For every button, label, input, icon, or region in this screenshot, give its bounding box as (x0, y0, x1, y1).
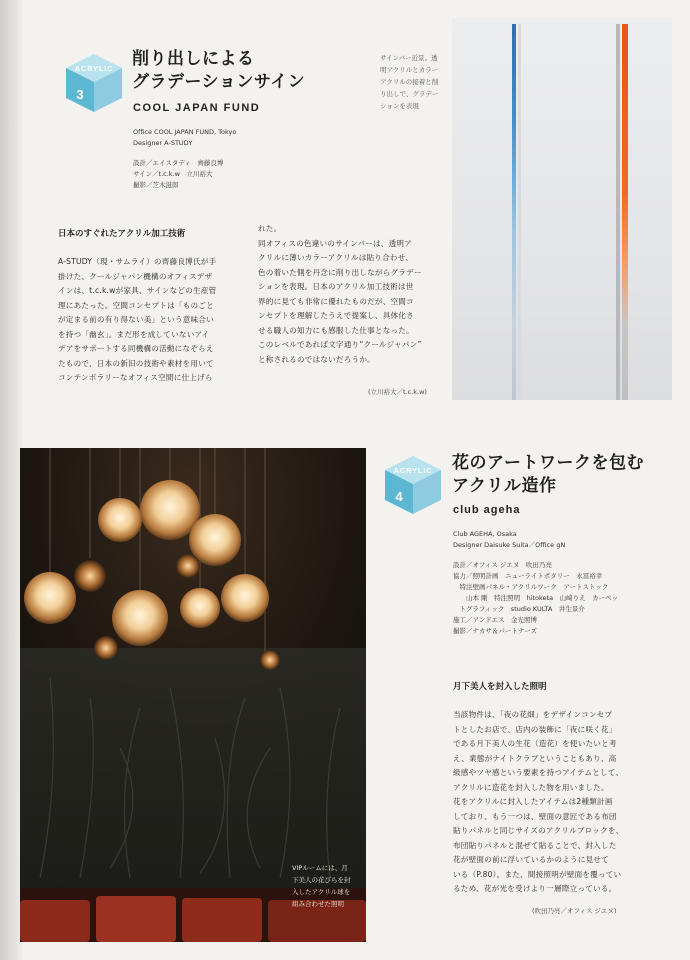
article2-body: 当該物件は、「夜の花畑」をデザインコンセプ トとしたお店で、店内の装飾に「夜に咲く花」 である月下美人の生花（造花）を使いたいと考 え、業態がナイトクラブということもあり、高 級感やツヤ感という要素を持つアイテムとして、 アクリルに造花を封入した物を用いました。 花をアクリルに封入したアイテムは2種類計画 しており、もう一つは、壁面の意匠である布団 貼りパネルと同じサイズのアクリルブロックを、 布団貼りパネルと混ぜて貼ることで、封入した 花が壁面の前に浮いているかのように見せて いる（P.80）。また、間接照明が壁面を覆ってい るため、花が光を受けより一層際立っている。 (453, 710, 624, 893)
article1-body-col1: A-STUDY（現・サムライ）の齊藤良博氏が手 掛けた、クールジャパン機構のオフィスデザ インは、t.c.k.wが家具、サインなどの生産管 理にあたった。空間コンセプトは「ものごと が定まる前の有り得ない美」という意味合い を持つ「幽玄」。まだ形を成していないアイ デアをサポートする同機構の活動になぞらえ たもので、日本の新旧の技術や素材を用いて コンテンポラリーなオフィス空間に仕上げら (58, 257, 217, 382)
article1-signature: (立川裕大／t.c.k.w) (368, 388, 427, 396)
article1-body-col2: れた。 同オフィスの色違いのサインバーは、透明ア クリルに薄いカラーアクリルは貼り合わせ、 色の着いた側を丹念に削り出しながらグラデー ションを表現。日本のアクリル加工技術は世 界的に見ても非常に優れたものだが、空間コ ンセプトを理解したうえで提案し、具体化さ せる職人の知力にも感服した仕事となった。 このレベルであれば文字通り“クールジャパン” と称されるのではないだろうか。 (258, 224, 422, 364)
article1-photo-caption: サインバー近景。透 明アクリルとカラー アクリルの接着と削 り出しで、グラデー ションを表現 (380, 54, 439, 110)
sign-bar-photo (452, 18, 672, 400)
article2-signature: (吹田乃亮／オフィス ジエヌ) (532, 907, 617, 915)
article1-meta: Office COOL JAPAN FUND, Tokyo Designer A-STUDY (133, 128, 237, 147)
badge-number: 3 (76, 87, 84, 102)
acrylic-cube-badge-4 (383, 454, 443, 516)
article2-title: 花のアートワークを包む アクリル造作 (452, 453, 644, 496)
article1-section-heading: 日本のすぐれたアクリル加工技術 (58, 229, 186, 239)
article2-credits: 設計／オフィス ジエヌ 吹田乃亮 協力／照明計画 ニューライトポタリー 永冨裕幸 特注壁画パネル・アクリルワーク アートストック 山本 剛 特注照明 hitoketa 山﨑りえ カーペッ トグラフィック studio KULTA 井生景介 施工／アンドエス 金光照博 撮影／ナカサ＆パートナーズ (453, 561, 619, 635)
article1-credits: 設計／エイスタディ 齊藤良博 サイン／t.c.k.w 立川裕大 撮影／芝木滋郎 (133, 159, 224, 189)
sign-bar-illustration (452, 18, 672, 400)
badge-number: 4 (395, 489, 403, 504)
acrylic-cube-badge-3 (64, 52, 124, 114)
article1-title: 削り出しによる グラデーションサイン (132, 49, 306, 92)
spine-shadow (0, 0, 22, 960)
article2-section-heading: 月下美人を封入した照明 (453, 682, 547, 692)
badge-label: ACRYLIC (393, 466, 433, 475)
article1-subtitle: COOL JAPAN FUND (133, 102, 261, 114)
club-photo-caption: VIPルームには、月 下美人の花びらを封 入したアクリル球を 組み合わせた照明 (292, 864, 351, 908)
article2-meta: Club AGEHA, Osaka Designer Daisuke Suita／Office gN (453, 530, 566, 549)
article2-subtitle: club ageha (453, 504, 521, 516)
badge-label: ACRYLIC (74, 64, 114, 73)
